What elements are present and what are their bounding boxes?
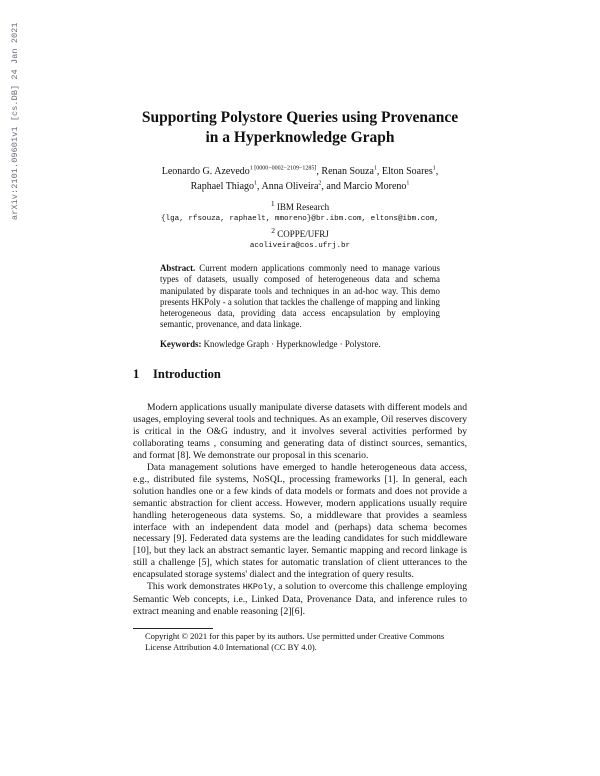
body-text	[133, 402, 467, 618]
author-souza: , Renan Souza	[316, 166, 374, 177]
affil-mark: 1	[254, 180, 258, 187]
authors-line-2	[135, 179, 465, 194]
section-heading	[133, 366, 221, 382]
paragraph-3-start: This work demonstrates	[147, 581, 243, 593]
affiliation-coppe	[140, 225, 460, 240]
affil-mark: 1	[270, 199, 275, 208]
paper-title	[120, 108, 480, 148]
title-line-1: Supporting Polystore Queries using Provenance	[141, 109, 459, 126]
paragraph-3	[133, 581, 467, 618]
author-azevedo-orcid: 1 [0000−0002−2109−1285]	[249, 165, 317, 172]
authors-line-1	[135, 164, 465, 179]
affiliation-ibm-name: IBM Research	[276, 202, 330, 212]
paragraph-3-end: , a solution to overcome this challenge employing Semantic Web concepts, i.e., Linked Data, Provenance Data, and inference rules to extract meaning and enable reasoning [2][6].	[133, 581, 467, 618]
affil-mark: 2	[318, 180, 322, 187]
arxiv-identifier: arXiv:2101.09601v1 [cs.DB] 24 Jan 2021	[10, 22, 20, 220]
author-separator: ,	[435, 166, 439, 177]
abstract	[160, 263, 440, 331]
author-oliveira: , Anna Oliveira	[257, 181, 319, 192]
keywords	[160, 338, 450, 350]
section-number: 1	[133, 367, 140, 381]
affil-mark: 2	[271, 226, 275, 235]
affil-mark: 1	[432, 165, 436, 172]
section-title: Introduction	[153, 367, 221, 381]
keywords-label: Keywords:	[160, 339, 202, 349]
paragraph-2: Data management solutions have emerged to handle heterogeneous data access, e.g., distributed file systems, NoSQL, processing frameworks [1]. In general, each solution handles one or a few kinds of data models or formats and does not provide a semantic abstraction for client access. However, modern applications usually require handling heterogeneous data systems. So, a middleware that provides a seamless interface with an independent data model and (perhaps) data schema becomes necessary [9]. Federated data systems are the leading candidates for such middleware [10], but they lack an abstract semantic layer. Semantic mapping and record linkage is still a challenge [5], which states for automatic translation of client utterances to the encapsulated storage systems' dialect and the integration of query results.	[133, 461, 467, 581]
paragraph-1: Modern applications usually manipulate diverse datasets with different models and usages, employing several tools and techniques. As an example, Oil reserves discovery is critical in the O&G industry, and it involves several activities performed by collaborating teams , consuming and generating data of distinct sources, semantics, and format [8]. We demonstrate our proposal in this scenario.	[133, 402, 467, 461]
copyright-footnote: Copyright © 2021 for this paper by its authors. Use permitted under Creative Commons License Attribution 4.0 International (CC BY 4.0).	[145, 631, 445, 652]
footnote-rule	[133, 628, 213, 629]
title-line-2: in a Hyperknowledge Graph	[205, 129, 395, 146]
affiliations	[140, 198, 460, 252]
affiliation-coppe-email: acoliveira@cos.ufrj.br	[249, 242, 351, 250]
hkpoly-code: HKPoly	[242, 582, 273, 593]
author-azevedo: Leonardo G. Azevedo	[161, 166, 250, 177]
keywords-text: Knowledge Graph · Hyperknowledge · Polystore.	[203, 339, 381, 349]
affiliation-coppe-name: COPPE/UFRJ	[277, 229, 329, 239]
author-thiago: Raphael Thiago	[190, 181, 255, 192]
author-list	[135, 164, 465, 194]
author-moreno: , and Marcio Moreno	[321, 181, 407, 192]
author-soares: , Elton Soares	[376, 166, 433, 177]
abstract-label: Abstract.	[160, 263, 196, 273]
affil-mark: 1	[406, 180, 410, 187]
affil-mark: 1	[373, 165, 377, 172]
affiliation-ibm-emails: {lga, rfsouza, raphaelt, mmoreno}@br.ibm.com, eltons@ibm.com,	[161, 215, 439, 223]
affiliation-ibm	[140, 198, 460, 213]
abstract-text: Current modern applications commonly need to manage various types of datasets, usually composed of heterogeneous data and schema manipulated by disparate tools and techniques in an ad-hoc way. This demo presents HKPoly - a solution that tackles the challenge of mapping and linking heterogeneous data, providing data access encapsulation by employing semantic, provenance, and data linkage.	[160, 263, 441, 330]
